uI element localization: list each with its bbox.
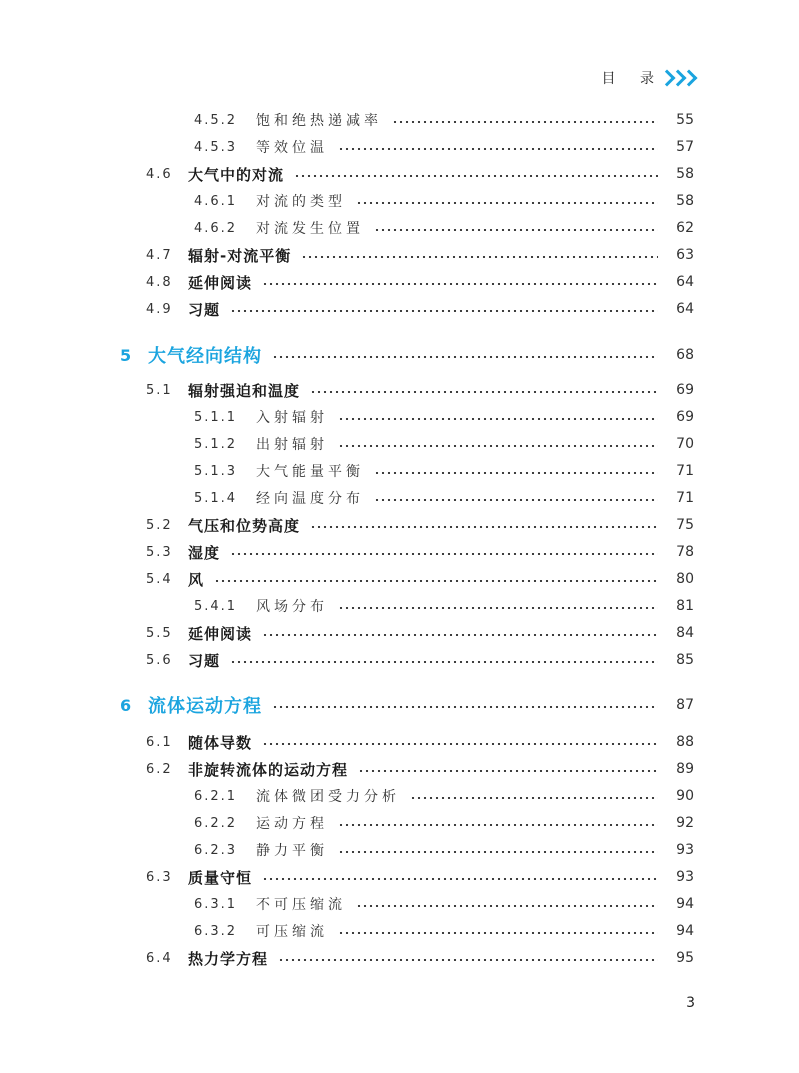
- toc-entry-number: 4.5.3: [194, 139, 238, 155]
- dot-leader: [294, 175, 658, 177]
- dot-leader: [262, 878, 658, 880]
- running-header: [602, 68, 695, 88]
- toc-entry[interactable]: [0, 784, 799, 808]
- toc-entry-page: 89: [676, 761, 694, 777]
- toc-entry-page: 69: [676, 409, 694, 425]
- toc-entry-title: 习题: [188, 300, 221, 319]
- dot-leader: [301, 256, 658, 258]
- toc-entry-number: 6.2.2: [194, 815, 238, 831]
- toc-entry[interactable]: [0, 648, 799, 672]
- toc-entry-page: 71: [676, 490, 694, 506]
- toc-entry-number: 5: [120, 345, 134, 365]
- toc-entry-title: 延伸阅读: [188, 273, 253, 292]
- dot-leader: [356, 202, 658, 204]
- toc-entry-title: 运动方程: [256, 816, 328, 832]
- toc-entry-title: 质量守恒: [188, 868, 253, 887]
- dot-leader: [272, 706, 658, 708]
- toc-entry-number: 5.4.1: [194, 598, 238, 614]
- toc-entry-number: 4.5.2: [194, 112, 238, 128]
- toc-entry-page: 90: [676, 788, 694, 804]
- toc-entry[interactable]: [0, 189, 799, 213]
- header-label: 目 录: [601, 71, 664, 87]
- toc-entry-page: 63: [676, 247, 694, 263]
- toc-entry-title: 气压和位势高度: [188, 516, 301, 535]
- toc-entry[interactable]: [0, 621, 799, 645]
- toc-entry-title: 辐射强迫和温度: [188, 381, 301, 400]
- toc-entry-title: 热力学方程: [188, 949, 269, 968]
- dot-leader: [262, 283, 658, 285]
- dot-leader: [374, 229, 658, 231]
- toc-entry-number: 6.4: [146, 950, 173, 966]
- toc-entry-page: 93: [676, 869, 694, 885]
- toc-entry-title: 辐射-对流平衡: [188, 246, 292, 265]
- toc-entry-number: 5.1.3: [194, 463, 238, 479]
- toc-entry[interactable]: [0, 540, 799, 564]
- toc-entry-page: 80: [676, 571, 694, 587]
- toc-entry-number: 6.3: [146, 869, 173, 885]
- toc-entry[interactable]: [0, 378, 799, 402]
- toc-entry-number: 5.3: [146, 544, 173, 560]
- dot-leader: [338, 824, 658, 826]
- toc-entry[interactable]: [0, 690, 799, 720]
- toc-entry[interactable]: [0, 405, 799, 429]
- dot-leader: [374, 472, 658, 474]
- toc-entry-title: 经向温度分布: [256, 491, 364, 507]
- toc-entry-page: 64: [676, 301, 694, 317]
- dot-leader: [338, 148, 658, 150]
- toc-entry-page: 95: [676, 950, 694, 966]
- toc-entry-number: 6.3.2: [194, 923, 238, 939]
- toc-entry[interactable]: [0, 594, 799, 618]
- toc-entry[interactable]: [0, 757, 799, 781]
- toc-entry[interactable]: [0, 513, 799, 537]
- toc-entry[interactable]: [0, 865, 799, 889]
- toc-entry-number: 5.2: [146, 517, 173, 533]
- toc-entry[interactable]: [0, 946, 799, 970]
- dot-leader: [262, 634, 658, 636]
- page-number: 3: [686, 995, 695, 1011]
- toc-entry[interactable]: [0, 730, 799, 754]
- toc-entry-page: 58: [676, 193, 694, 209]
- toc-entry-number: 4.7: [146, 247, 173, 263]
- toc-entry-page: 88: [676, 734, 694, 750]
- dot-leader: [358, 770, 658, 772]
- dot-leader: [338, 607, 658, 609]
- dot-leader: [338, 445, 658, 447]
- toc-entry-number: 5.1: [146, 382, 173, 398]
- toc-entry-page: 93: [676, 842, 694, 858]
- toc-entry-number: 6.2.3: [194, 842, 238, 858]
- toc-entry-page: 70: [676, 436, 694, 452]
- toc-entry[interactable]: [0, 892, 799, 916]
- toc-entry-number: 6.1: [146, 734, 173, 750]
- dot-leader: [374, 499, 658, 501]
- toc-entry-page: 92: [676, 815, 694, 831]
- toc-entry-title: 不可压缩流: [256, 897, 346, 913]
- dot-leader: [272, 356, 658, 358]
- toc-entry-page: 68: [676, 347, 694, 363]
- toc-entry-number: 5.6: [146, 652, 173, 668]
- toc-entry-number: 6.2: [146, 761, 173, 777]
- toc-entry-title: 流体微团受力分析: [256, 789, 400, 805]
- toc-entry-title: 流体运动方程: [148, 696, 262, 717]
- toc-entry-title: 延伸阅读: [188, 624, 253, 643]
- toc-entry-title: 饱和绝热递减率: [256, 113, 382, 129]
- toc-entry-page: 62: [676, 220, 694, 236]
- toc-entry-title: 湿度: [188, 543, 221, 562]
- toc-entry-page: 94: [676, 923, 694, 939]
- toc-entry-page: 75: [676, 517, 694, 533]
- toc-entry-number: 6: [120, 695, 134, 715]
- toc-entry[interactable]: [0, 811, 799, 835]
- toc-entry-title: 非旋转流体的运动方程: [188, 760, 349, 779]
- toc-entry-page: 94: [676, 896, 694, 912]
- toc-entry-page: 78: [676, 544, 694, 560]
- toc-entry-title: 习题: [188, 651, 221, 670]
- toc-entry-title: 风: [188, 570, 205, 589]
- toc-entry-number: 5.1.4: [194, 490, 238, 506]
- dot-leader: [338, 418, 658, 420]
- toc-entry-page: 58: [676, 166, 694, 182]
- dot-leader: [310, 526, 658, 528]
- dot-leader: [230, 310, 658, 312]
- toc-entry-number: 6.3.1: [194, 896, 238, 912]
- toc-entry[interactable]: [0, 108, 799, 132]
- toc-entry-title: 出射辐射: [256, 437, 328, 453]
- toc-entry-number: 5.1.2: [194, 436, 238, 452]
- toc-entry[interactable]: [0, 919, 799, 943]
- dot-leader: [230, 661, 658, 663]
- toc-entry-number: 4.8: [146, 274, 173, 290]
- dot-leader: [392, 121, 658, 123]
- toc-entry-title: 大气经向结构: [148, 346, 262, 367]
- dot-leader: [356, 905, 658, 907]
- toc-entry-title: 可压缩流: [256, 924, 328, 940]
- toc-entry[interactable]: [0, 838, 799, 862]
- dot-leader: [310, 391, 658, 393]
- toc-entry[interactable]: [0, 216, 799, 240]
- toc-entry-page: 84: [676, 625, 694, 641]
- toc-entry-page: 87: [676, 697, 694, 713]
- toc-entry-number: 5.4: [146, 571, 173, 587]
- dot-leader: [338, 932, 658, 934]
- toc-entry-page: 71: [676, 463, 694, 479]
- toc-entry-number: 4.6.1: [194, 193, 238, 209]
- toc-entry-title: 大气能量平衡: [256, 464, 364, 480]
- toc-entry[interactable]: [0, 486, 799, 510]
- toc-entry[interactable]: [0, 135, 799, 159]
- dot-leader: [410, 797, 658, 799]
- toc-entry[interactable]: [0, 243, 799, 267]
- toc-entry[interactable]: [0, 162, 799, 186]
- toc-entry[interactable]: [0, 297, 799, 321]
- toc-entry[interactable]: [0, 340, 799, 370]
- toc-entry-title: 随体导数: [188, 733, 253, 752]
- toc-entry-page: 57: [676, 139, 694, 155]
- toc-entry-number: 6.2.1: [194, 788, 238, 804]
- toc-entry[interactable]: [0, 567, 799, 591]
- dot-leader: [230, 553, 658, 555]
- toc-entry-page: 81: [676, 598, 694, 614]
- dot-leader: [214, 580, 658, 582]
- toc-entry-title: 对流的类型: [256, 194, 346, 210]
- toc-entry-title: 静力平衡: [256, 843, 328, 859]
- toc-entry-title: 等效位温: [256, 140, 328, 156]
- dot-leader: [262, 743, 658, 745]
- dot-leader: [338, 851, 658, 853]
- toc-entry-number: 4.6: [146, 166, 173, 182]
- toc-entry-title: 入射辐射: [256, 410, 328, 426]
- dot-leader: [278, 959, 658, 961]
- toc-entry-page: 85: [676, 652, 694, 668]
- toc-entry-number: 5.5: [146, 625, 173, 641]
- toc-entry[interactable]: [0, 270, 799, 294]
- toc-entry[interactable]: [0, 432, 799, 456]
- toc-entry-number: 5.1.1: [194, 409, 238, 425]
- toc-entry-number: 4.9: [146, 301, 173, 317]
- toc-entry-page: 69: [676, 382, 694, 398]
- toc-entry-title: 风场分布: [256, 599, 328, 615]
- toc-entry-page: 64: [676, 274, 694, 290]
- chevron-right-icon: [662, 72, 695, 84]
- toc-entry-title: 对流发生位置: [256, 221, 364, 237]
- toc-entry[interactable]: [0, 459, 799, 483]
- toc-entry-page: 55: [676, 112, 694, 128]
- toc-entry-title: 大气中的对流: [188, 165, 285, 184]
- toc-entry-number: 4.6.2: [194, 220, 238, 236]
